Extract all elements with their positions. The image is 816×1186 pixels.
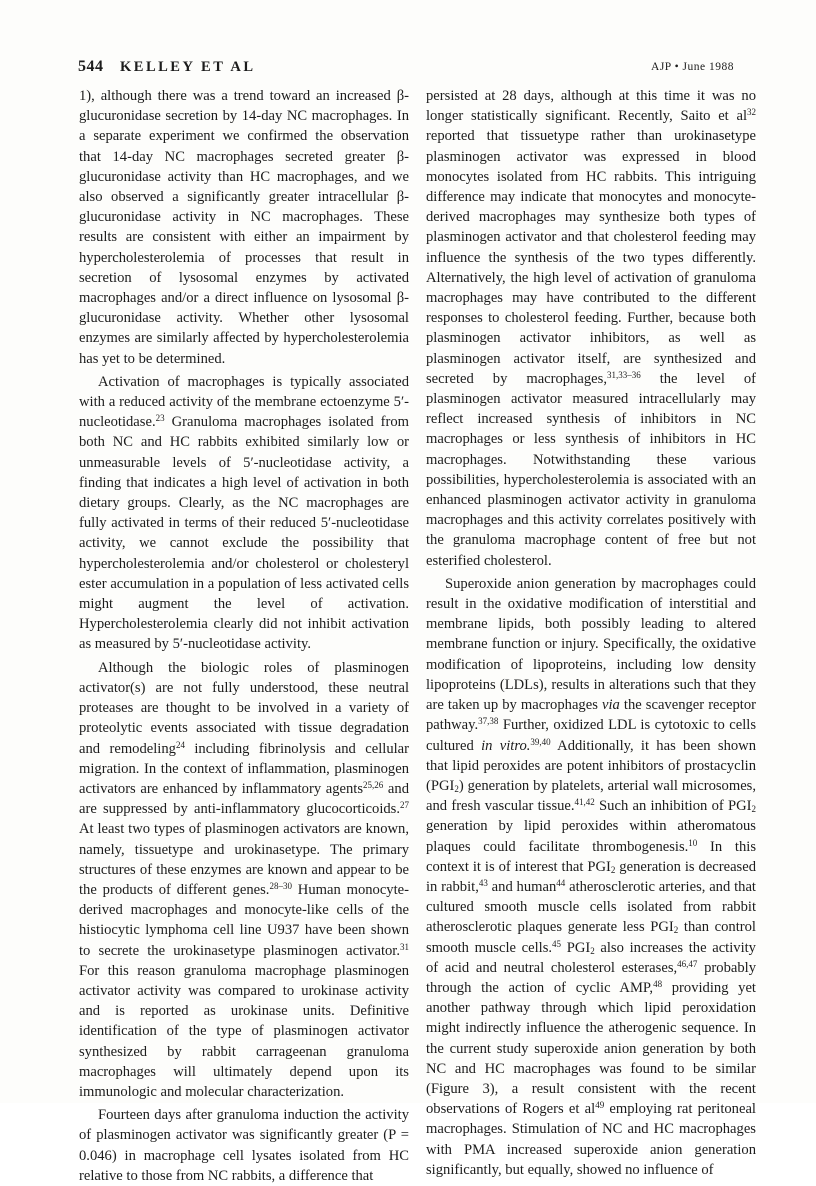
citation-ref: 32 [747, 107, 756, 118]
paragraph: Fourteen days after granuloma induction the activity of plasminogen activator was significantly greater (P = 0.046) in macrophage cell lysates isolated from HC relative to those from NC rabbits, a difference that [79, 1107, 409, 1184]
paragraph: 1), although there was a trend toward an increased β-glucuronidase secretion by 14-day NC macrophages. In a separate experiment we confirmed the observation that 14-day NC macrophages secreted greater β-glucuronidase activity than HC macrophages, and we also observed a significantly greater intracellular β-glucuronidase activity in NC macrophages. These results are consistent with either an impairment by hypercholesterolemia of processes that result in secretion of lysosomal enzymes by activated macrophages and/or a direct influence on lysosomal β-glucuronidase activity. Whether other lysosomal enzymes are similarly affected by hypercholesterolemia has yet to be determined. [79, 88, 409, 367]
paragraph: Superoxide anion generation by macrophages could result in the oxidative modification of interstitial and membrane lipids, both possibly leading to altered membrane function or injury. Specifically, the oxidative modification of lipoproteins, including low density lipoproteins (LDLs), results in alterations such that they are taken up by macrophages via the scavenger receptor pathway.$^{37,38}$ Further, oxidized LDL is cytotoxic to cells cultured in vitro.$^{39,40}$ Additionally, it has been shown that lipid peroxides are potent inhibitors of prostacyclin $(PGI_2)$ generation by platelets, arterial wall microsomes, and fresh vascular tissue.$^{41,42}$ Such an inhibition of $PGI_2$ generation by lipid peroxides within atheromatous plaques could facilitate thrombogenesis.$^{10}$ In this context it is of interest that $PGI_2$ generation is decreased in rabbit,$^{43}$ and human$^{44}$ atherosclerotic arteries, and that cultured smooth muscle cells isolated from rabbit atherosclerotic plaques generate less $PGI_2$ than control smooth muscle cells.$^{45}$ $PGI_2$ also increases the activity of acid and neutral cholesterol esterases,$^{46,47}$ probably through the action of cyclic AMP,$^{48}$ providing yet another pathway through which lipid peroxidation might indirectly influence the atherogenic sequence. In the current study superoxide anion generation by both NC and HC macrophages was found to be similar (Figure 3), a result consistent with the recent observations of Rogers et $al^{49}$ employing rat peritoneal macrophages. Stimulation of NC and HC macrophages with PMA increased superoxide anion generation significantly, but equally, showed no influence of [426, 575, 756, 1178]
citation-ref: 46,47 [677, 958, 698, 969]
right-column [426, 86, 756, 1180]
citation-ref: 31,33–36 [606, 369, 641, 380]
page-number: 544 [78, 58, 104, 75]
running-head-authors: KELLEY ET AL [120, 59, 256, 75]
citation-ref: 48 [653, 978, 663, 989]
citation-ref: 43 [478, 877, 488, 888]
citation-ref: 24 [175, 739, 185, 750]
running-header [78, 58, 734, 80]
journal-citation: AJP • June 1988 [651, 61, 734, 73]
citation-ref: 28–30 [269, 880, 292, 891]
citation-ref: 10 [688, 837, 698, 848]
citation-ref: 49 [595, 1100, 605, 1111]
citation-ref: 31 [400, 941, 409, 952]
citation-ref: 37,38 [478, 716, 499, 727]
citation-ref: 27 [400, 800, 409, 811]
citation-ref: 39,40 [530, 736, 551, 747]
paragraph: Although the biologic roles of plasminogen activator(s) are not fully understood, these neutral proteases are thought to be involved in a variety of proteolytic events associated with tissue degradation and remodeling$^{24}$ including fibrinolysis and cellular migration. In the context of inflammation, plasminogen activators are enhanced by inflammatory agents$^{25,26}$ and are suppressed by anti-inflammatory glucocorticoids.$^{27}$ At least two types of plasminogen activators are known, namely, tissuetype and urokinasetype. The primary structures of these enzymes are known and appear to be the products of different genes.$^{28-30}$ Human monocyte-derived macrophages and monocyte-like cells of the histiocytic lymphoma cell line U937 have been shown to secrete the urokinasetype plasminogen activator.$^{31}$ For this reason granuloma macrophage plasminogen activator activity was compared to urokinase activity and is reported as urokinase units. Definitive identification of the type of plasminogen activator synthesized by rabbit carrageenan granuloma macrophages will ultimately depend upon its immunologic and molecular characterization. [79, 659, 410, 1100]
citation-ref: 41,42 [574, 797, 595, 808]
paragraph: Activation of macrophages is typically associated with a reduced activity of the membrane ectoenzyme 5′-nucleotidase.$^{23}$ Granuloma macrophages isolated from both NC and HC rabbits exhibited similarly low or unmeasurable levels of 5′-nucleotidase activity, a finding that indicates a high level of activation in both dietary groups. Clearly, as the NC macrophages are fully activated in terms of their reduced 5′-nucleotidase activity, we cannot exclude the possibility that hypercholesterolemia and/or cholesterol or cholesteryl ester accumulation in a population of less activated cells might augment the level of activation. Hypercholesterolemia clearly did not inhibit activation as measured by 5′-nucleotidase activity. [79, 373, 409, 653]
paragraph: persisted at 28 days, although at this time it was no longer statistically significant. Recently, Saito et $al^{32}$ reported that tissuetype rather than urokinasetype plasminogen activator was expressed in blood monocytes isolated from HC rabbits. This intriguing difference may indicate that monocytes and monocyte-derived macrophages may synthesize both types of plasminogen activator and that cholesterol feeding may influence the synthesis of the two types differently. Alternatively, the high level of activation of granuloma macrophages may have contributed to the different responses to cholesterol feeding. Further, because both plasminogen activator inhibitors, as well as plasminogen activator itself, are synthesized and secreted by macrophages,$^{31,33-36}$ the level of plasminogen activator measured intracellularly may reflect increased synthesis of inhibitors in NC macrophages or less synthesis of inhibitors in HC macrophages. Notwithstanding these various possibilities, hypercholesterolemia is associated with an enhanced plasminogen activator activity in granuloma macrophages and this activity correlates positively with the granuloma macrophage content of free but not esterified cholesterol. [426, 88, 757, 569]
citation-ref: 23 [155, 413, 165, 424]
citation-ref: 44 [556, 877, 566, 888]
left-column [79, 86, 409, 1186]
citation-ref: 25,26 [363, 779, 384, 790]
citation-ref: 45 [552, 938, 562, 949]
